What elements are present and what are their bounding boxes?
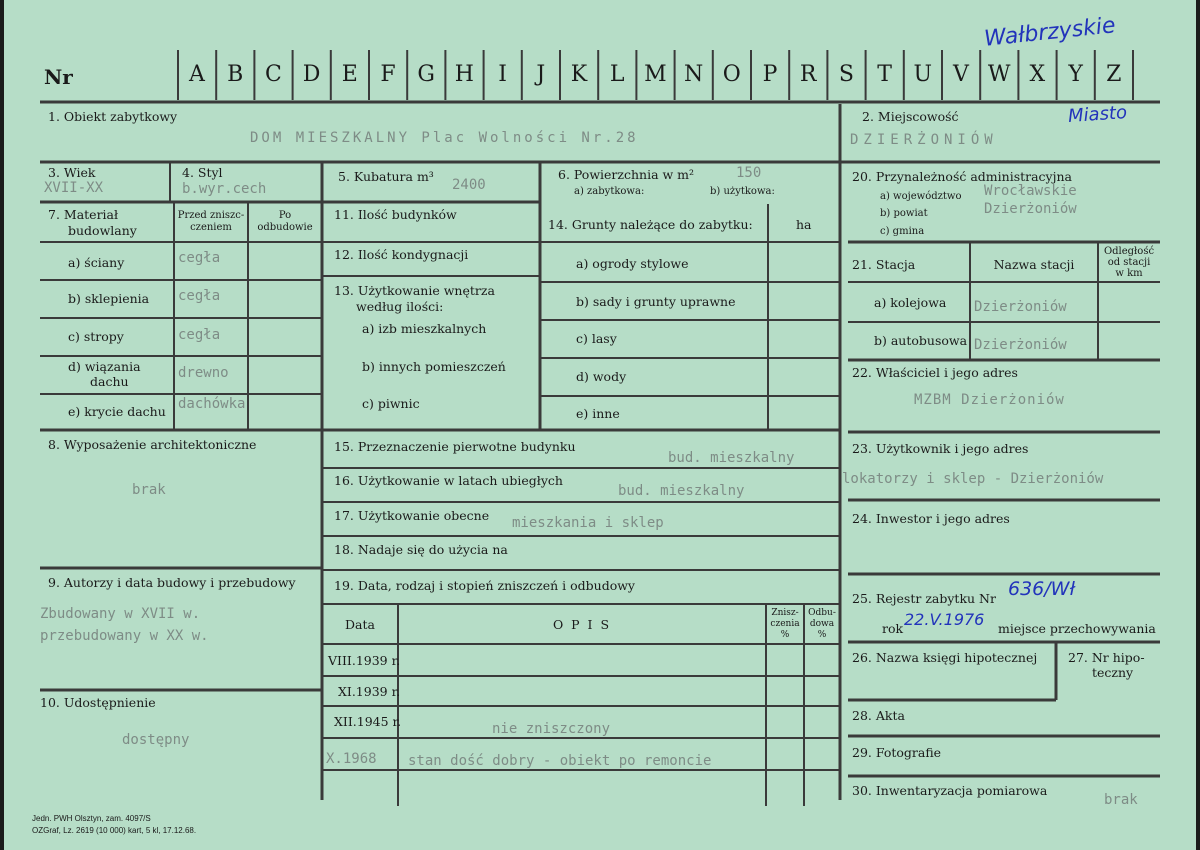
field-30-value: brak — [1104, 792, 1138, 808]
field-29-label: 29. Fotografie — [852, 745, 942, 760]
field-6-value: 150 — [736, 165, 762, 181]
field-6-a-label: a) zabytkowa: — [574, 186, 645, 197]
field-14-label: 14. Grunty należące do zabytku: — [548, 217, 753, 232]
table-row-date: XII.1945 r. — [334, 714, 402, 729]
field-7-label-2: budowlany — [68, 223, 137, 238]
field-21-label: 21. Stacja — [852, 257, 916, 272]
field-8-label: 8. Wyposażenie architektoniczne — [48, 437, 257, 452]
letter-index-e: E — [341, 62, 358, 87]
land-item-other: e) inne — [576, 406, 620, 421]
table-19-header-date: Data — [345, 617, 375, 632]
field-7-col-before-2: czeniem — [190, 222, 232, 233]
field-10-label: 10. Udostępnienie — [40, 695, 156, 710]
field-28-label: 28. Akta — [852, 708, 905, 723]
letter-index-s: S — [838, 62, 854, 87]
letter-index-u: U — [913, 62, 933, 87]
field-1-value: DOM MIESZKALNY Plac Wolności Nr.28 — [250, 130, 639, 146]
field-12-label: 12. Ilość kondygnacji — [334, 247, 469, 262]
land-item-orchards: b) sady i grunty uprawne — [576, 294, 736, 309]
station-rail-label: a) kolejowa — [874, 295, 947, 310]
table-19-header-rebuild: Odbu- — [808, 608, 836, 618]
letter-index-x: X — [1029, 62, 1046, 87]
field-16-label: 16. Użytkowanie w latach ubiegłych — [334, 473, 563, 488]
field-18-label: 18. Nadaje się do użycia na — [334, 542, 508, 557]
field-9-value-2: przebudowany w XX w. — [40, 628, 209, 644]
field-22-label: 22. Właściciel i jego adres — [852, 365, 1018, 380]
field-27-label-2: teczny — [1092, 665, 1134, 680]
field-7-col-before: Przed zniszc- — [177, 210, 245, 221]
letter-index-l: L — [609, 62, 625, 87]
field-3-value: XVII-XX — [44, 180, 104, 196]
nr-label: Nr — [44, 65, 73, 89]
field-24-label: 24. Inwestor i jego adres — [852, 511, 1010, 526]
material-walls-label: a) ściany — [68, 255, 125, 270]
field-13-label-2: według ilości: — [356, 299, 444, 314]
letter-index-d: D — [302, 62, 321, 87]
material-ceilings-label: c) stropy — [68, 329, 124, 344]
field-4-label: 4. Styl — [182, 165, 223, 180]
field-25-label: 25. Rejestr zabytku Nr — [852, 591, 996, 606]
land-item-gardens: a) ogrody stylowe — [576, 256, 689, 271]
field-20-label: 20. Przynależność administracyjna — [852, 169, 1072, 184]
letter-index-o: O — [722, 62, 741, 87]
field-3-label: 3. Wiek — [48, 165, 96, 180]
field-7-col-after-2: odbudowie — [257, 222, 313, 233]
letter-index-w: W — [987, 62, 1011, 87]
station-bus-label: b) autobusowa — [874, 333, 968, 348]
field-15-value: bud. mieszkalny — [668, 450, 795, 466]
handwritten-town-type: Miasto — [1067, 101, 1128, 128]
registry-date-value: 22.V.1976 — [904, 610, 985, 629]
letter-index-p: P — [762, 62, 778, 87]
table-19-header-damage: Znisz- — [771, 608, 799, 618]
letter-index-c: C — [264, 62, 282, 87]
table-19-header-damage-2: czenia — [770, 619, 800, 629]
table-19-header-damage-3: % — [780, 630, 790, 640]
table-row-description: nie zniszczony — [492, 721, 611, 737]
field-13-label: 13. Użytkowanie wnętrza — [334, 283, 495, 298]
material-roofing-label: e) krycie dachu — [68, 404, 166, 419]
registry-number-value: 636/Wł — [1008, 578, 1075, 600]
field-11-label: 11. Ilość budynków — [334, 207, 457, 222]
field-21-col-station: Nazwa stacji — [993, 257, 1075, 272]
letter-index-n: N — [683, 62, 704, 87]
field-27-label: 27. Nr hipo- — [1068, 650, 1145, 665]
field-13-b: b) innych pomieszczeń — [362, 359, 506, 374]
field-26-label: 26. Nazwa księgi hipotecznej — [852, 650, 1038, 665]
field-1-label: 1. Obiekt zabytkowy — [48, 109, 178, 124]
field-21-col-distance: Odległość — [1103, 246, 1155, 257]
field-17-value: mieszkania i sklep — [512, 515, 664, 531]
letter-index-b: B — [227, 62, 244, 87]
field-20-b-label: b) powiat — [880, 208, 928, 219]
material-roof-truss-label: d) wiązania — [68, 359, 141, 374]
letter-index-y: Y — [1068, 62, 1083, 87]
field-13-a: a) izb mieszkalnych — [362, 321, 487, 336]
table-19-header-rebuild-2: dowa — [809, 619, 835, 629]
inventory-card — [4, 0, 1196, 850]
field-20-a-label: a) województwo — [880, 191, 962, 202]
table-row-description: stan dość dobry - obiekt po remoncie — [408, 753, 712, 769]
field-19-label: 19. Data, rodzaj i stopień zniszczeń i odbudowy — [334, 578, 635, 593]
printer-note-1: Jedn. PWH Olsztyn, zam. 4097/S — [32, 814, 151, 823]
field-9-label: 9. Autorzy i data budowy i przebudowy — [48, 575, 296, 590]
field-20-a-value: Wrocławskie — [984, 183, 1077, 199]
land-item-waters: d) wody — [576, 369, 627, 384]
field-5-value: 2400 — [452, 177, 486, 193]
table-19-header-rebuild-3: % — [817, 630, 827, 640]
field-25-year-label: rok — [882, 621, 904, 636]
letter-index-k: K — [570, 62, 588, 87]
material-vaults-value: cegła — [178, 288, 221, 304]
field-9-value-1: Zbudowany w XVII w. — [40, 606, 201, 622]
letter-index-f: F — [380, 62, 396, 87]
field-23-value: lokatorzy i sklep - Dzierżoniów — [842, 471, 1104, 487]
letter-index-i: I — [498, 62, 507, 87]
letter-index-t: T — [877, 62, 892, 87]
letter-index-r: R — [799, 62, 817, 87]
table-row-date: VIII.1939 r. — [328, 653, 401, 668]
material-vaults-label: b) sklepienia — [68, 291, 150, 306]
material-roof-truss-value: drewno — [178, 365, 229, 381]
field-23-label: 23. Użytkownik i jego adres — [852, 441, 1029, 456]
field-15-label: 15. Przeznaczenie pierwotne budynku — [334, 439, 576, 454]
field-7-label: 7. Materiał — [48, 207, 119, 222]
letter-index-m: M — [644, 62, 667, 87]
field-2-label: 2. Miejscowość — [862, 109, 959, 124]
field-17-label: 17. Użytkowanie obecne — [334, 508, 490, 523]
field-6-label: 6. Powierzchnia w m² — [558, 167, 695, 182]
field-14-unit: ha — [796, 217, 812, 232]
material-walls-value: cegła — [178, 250, 221, 266]
letter-index-a: A — [189, 62, 205, 87]
letter-index-v: V — [953, 62, 969, 87]
material-roof-truss-label-2: dachu — [90, 374, 129, 389]
field-20-b-value: Dzierżoniów — [984, 201, 1077, 217]
field-20-c-label: c) gmina — [880, 226, 925, 237]
field-25-place-label: miejsce przechowywania — [998, 621, 1156, 636]
field-8-value: brak — [132, 482, 166, 498]
printer-note-2: OZGraf, Lz. 2619 (10 000) kart, 5 kl, 17.12.68. — [32, 826, 197, 835]
field-21-col-distance-3: w km — [1115, 268, 1143, 279]
field-10-value: dostępny — [122, 732, 190, 748]
field-7-col-after: Po — [278, 210, 292, 221]
station-bus-value: Dzierżoniów — [974, 337, 1067, 353]
letter-index-j: J — [536, 62, 546, 87]
field-2-value: DZIERŻONIÓW — [850, 132, 998, 148]
land-item-forests: c) lasy — [576, 331, 617, 346]
table-19-header-description: O P I S — [552, 617, 612, 632]
table-row-date: X.1968 — [326, 751, 377, 767]
field-21-col-distance-2: od stacji — [1107, 257, 1151, 268]
field-13-c: c) piwnic — [362, 396, 420, 411]
letter-index-z: Z — [1106, 62, 1122, 87]
letter-index-g: G — [417, 62, 435, 87]
field-5-label: 5. Kubatura m³ — [338, 169, 434, 184]
field-16-value: bud. mieszkalny — [618, 483, 745, 499]
field-6-b-label: b) użytkowa: — [710, 186, 775, 197]
handwritten-voivodeship: Wałbrzyskie — [983, 13, 1117, 52]
station-rail-value: Dzierżoniów — [974, 299, 1067, 315]
letter-index-h: H — [454, 62, 474, 87]
material-ceilings-value: cegła — [178, 327, 221, 343]
field-4-value: b.wyr.cech — [182, 181, 267, 197]
field-30-label: 30. Inwentaryzacja pomiarowa — [852, 783, 1048, 798]
table-row-date: XI.1939 r. — [338, 684, 401, 699]
field-22-value: MZBM Dzierżoniów — [914, 392, 1065, 408]
material-roofing-value: dachówka — [178, 396, 246, 412]
